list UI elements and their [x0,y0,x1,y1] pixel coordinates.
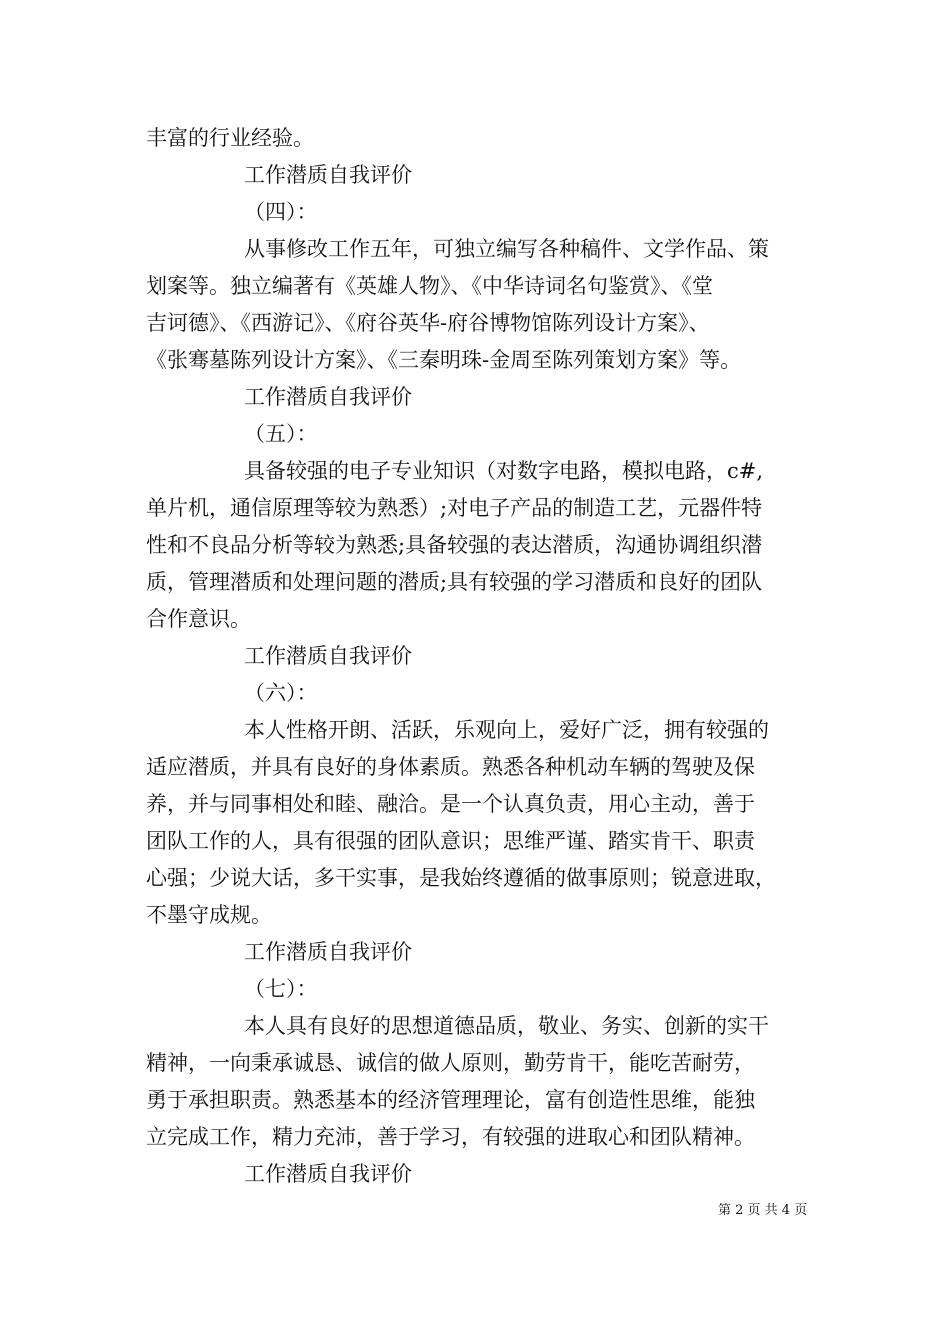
text-line: 立完成工作，精力充沛，善于学习，有较强的进取心和团队精神。 [146,1125,755,1149]
text-line: 不墨守成规。 [146,903,272,927]
text-line: 划案等。独立编著有《英雄人物》、《中华诗词名句鉴赏》、《堂 [146,274,713,298]
section-heading: 工作潜质自我评价 [244,1162,412,1186]
text-line: 具备较强的电子专业知识（对数字电路，模拟电路，c#, [244,459,764,483]
section-heading: 工作潜质自我评价 [244,940,412,964]
text-line: 《张骞墓陈列设计方案》、《三秦明珠-金周至陈列策划方案》等。 [146,348,742,372]
document-body [146,120,816,1193]
text-line: 适应潜质，并具有良好的身体素质。熟悉各种机动车辆的驾驶及保 [146,755,755,779]
section-heading: 工作潜质自我评价 [244,644,412,668]
text-line: 精神，一向秉承诚恳、诚信的做人原则，勤劳肯干，能吃苦耐劳， [146,1051,755,1075]
text-line: 养，并与同事相处和睦、融洽。是一个认真负责，用心主动，善于 [146,792,755,816]
text-line: 单片机，通信原理等较为熟悉）;对电子产品的制造工艺，元器件特 [146,496,763,520]
text-line: 本人具有良好的思想道德品质，敬业、务实、创新的实干 [244,1014,769,1038]
section-heading: 工作潜质自我评价 [244,385,412,409]
text-line: 合作意识。 [146,607,251,631]
text-line: 质，管理潜质和处理问题的潜质;具有较强的学习潜质和良好的团队 [146,570,763,594]
section-number: （四）： [244,200,318,224]
text-line: 性和不良品分析等较为熟悉;具备较强的表达潜质，沟通协调组织潜 [146,533,763,557]
section-heading: 工作潜质自我评价 [244,163,412,187]
section-number: （六）： [244,681,318,705]
section-number: （五）： [244,422,318,446]
section-number: （七）： [244,977,318,1001]
text-line: 丰富的行业经验。 [146,126,314,150]
text-line: 本人性格开朗、活跃，乐观向上，爱好广泛，拥有较强的 [244,718,769,742]
text-line: 团队工作的人，具有很强的团队意识；思维严谨、踏实肯干、职责 [146,829,755,853]
text-line: 心强；少说大话，多干实事，是我始终遵循的做事原则；锐意进取， [146,866,776,890]
text-line: 吉诃德》、《西游记》、《府谷英华-府谷博物馆陈列设计方案》、 [146,311,710,335]
page-number-footer: 第 2 页 共 4 页 [718,1203,808,1218]
text-line: 勇于承担职责。熟悉基本的经济管理理论，富有创造性思维，能独 [146,1088,755,1112]
text-line: 从事修改工作五年，可独立编写各种稿件、文学作品、策 [244,237,769,261]
